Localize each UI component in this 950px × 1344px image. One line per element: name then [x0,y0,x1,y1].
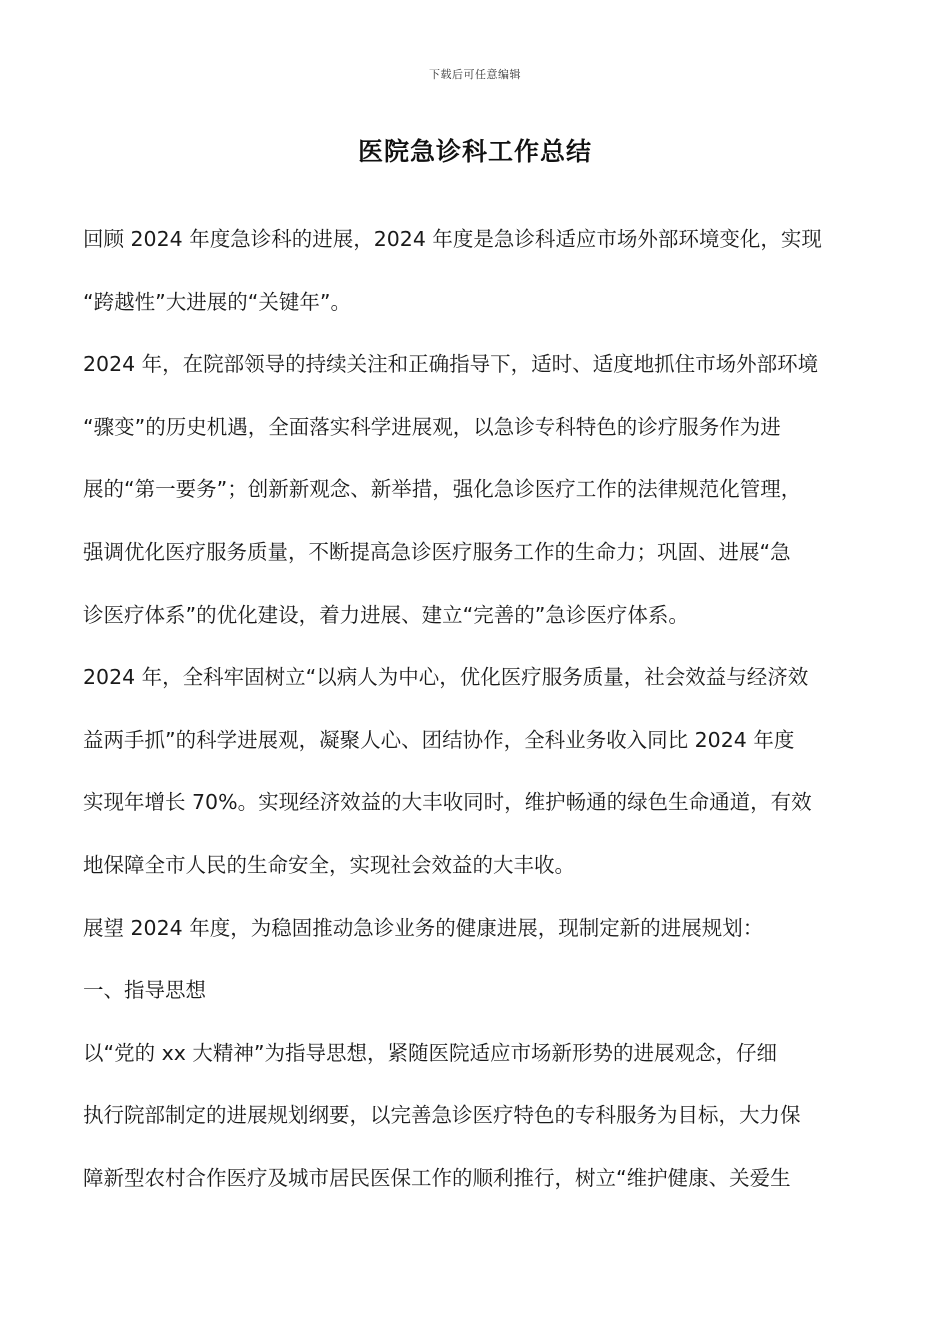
text-line: 地保障全市人民的生命安全，实现社会效益的大丰收。 [83,852,575,877]
text-line: 回顾 2024 年度急诊科的进展，2024 年度是急诊科适应市场外部环境变化，实现 [83,227,822,251]
text-line: 益两手抓”的科学进展观，凝聚人心、团结协作，全科业务收入同比 2024 年度 [83,727,795,752]
text-line: 实现年增长 70%。实现经济效益的大丰收同时，维护畅通的绿色生命通道，有效 [83,790,812,815]
text-line: 障新型农村合作医疗及城市居民医保工作的顺利推行，树立“维护健康、关爱生 [83,1165,791,1190]
document-title: 医院急诊科工作总结 [357,137,592,166]
document-body [83,216,883,1218]
section-heading: 一、指导思想 [83,978,206,1003]
text-line: 2024 年，在院部领导的持续关注和正确指导下，适时、适度地抓住市场外部环境 [83,352,819,377]
text-line: 展的“第一要务”；创新新观念、新举措，强化急诊医疗工作的法律规范化管理， [83,477,802,502]
text-line: 以“党的 xx 大精神”为指导思想，紧随医院适应市场新形势的进展观念，仔细 [83,1040,778,1065]
text-line: 展望 2024 年度，为稳固推动急诊业务的健康进展，现制定新的进展规划： [83,915,764,940]
text-line: 诊医疗体系”的优化建设，着力进展、建立“完善的”急诊医疗体系。 [83,602,689,627]
text-line: “骤变”的历史机遇，全面落实科学进展观，以急诊专科特色的诊疗服务作为进 [83,414,781,439]
header-note: 下载后可任意编辑 [429,68,521,81]
text-line: 2024 年，全科牢固树立“以病人为中心，优化医疗服务质量，社会效益与经济效 [83,665,809,690]
text-line: 强调优化医疗服务质量，不断提高急诊医疗服务工作的生命力；巩固、进展“急 [83,539,791,564]
text-line: “跨越性”大进展的“关键年”。 [83,289,351,314]
text-line: 执行院部制定的进展规划纲要，以完善急诊医疗特色的专科服务为目标，大力保 [83,1103,801,1128]
